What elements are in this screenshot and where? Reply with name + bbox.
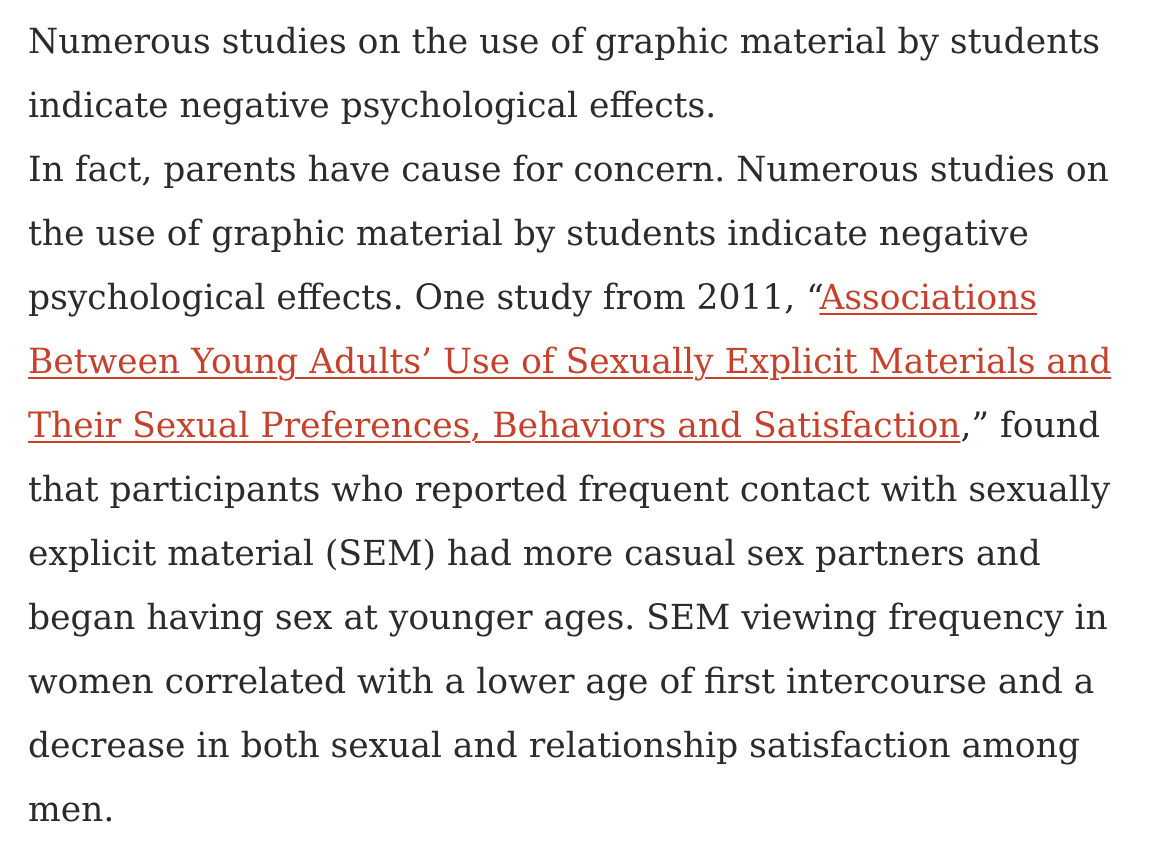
body-paragraph bbox=[28, 138, 1122, 842]
pull-quote: Numerous studies on the use of graphic material by students indicate negative psychological effects. bbox=[28, 22, 1100, 126]
paragraph-text-before-link: In fact, parents have cause for concern. Numerous studies on the use of graphic material by students indicate negative psychological effects. One study from 2011, “ bbox=[28, 150, 1109, 318]
study-link[interactable]: Associations Between Young Adults’ Use of Sexually Explicit Materials and Their Sexual Preferences, Behaviors and Satisfaction bbox=[28, 278, 1112, 446]
paragraph-text-after-link: ,” found that participants who reported frequent contact with sexually explicit material (SEM) had more casual sex partners and began having sex at younger ages. SEM viewing frequency in women correlated with a lower age of first intercourse and a decrease in both sexual and relationship satisfaction among men. bbox=[28, 406, 1111, 830]
